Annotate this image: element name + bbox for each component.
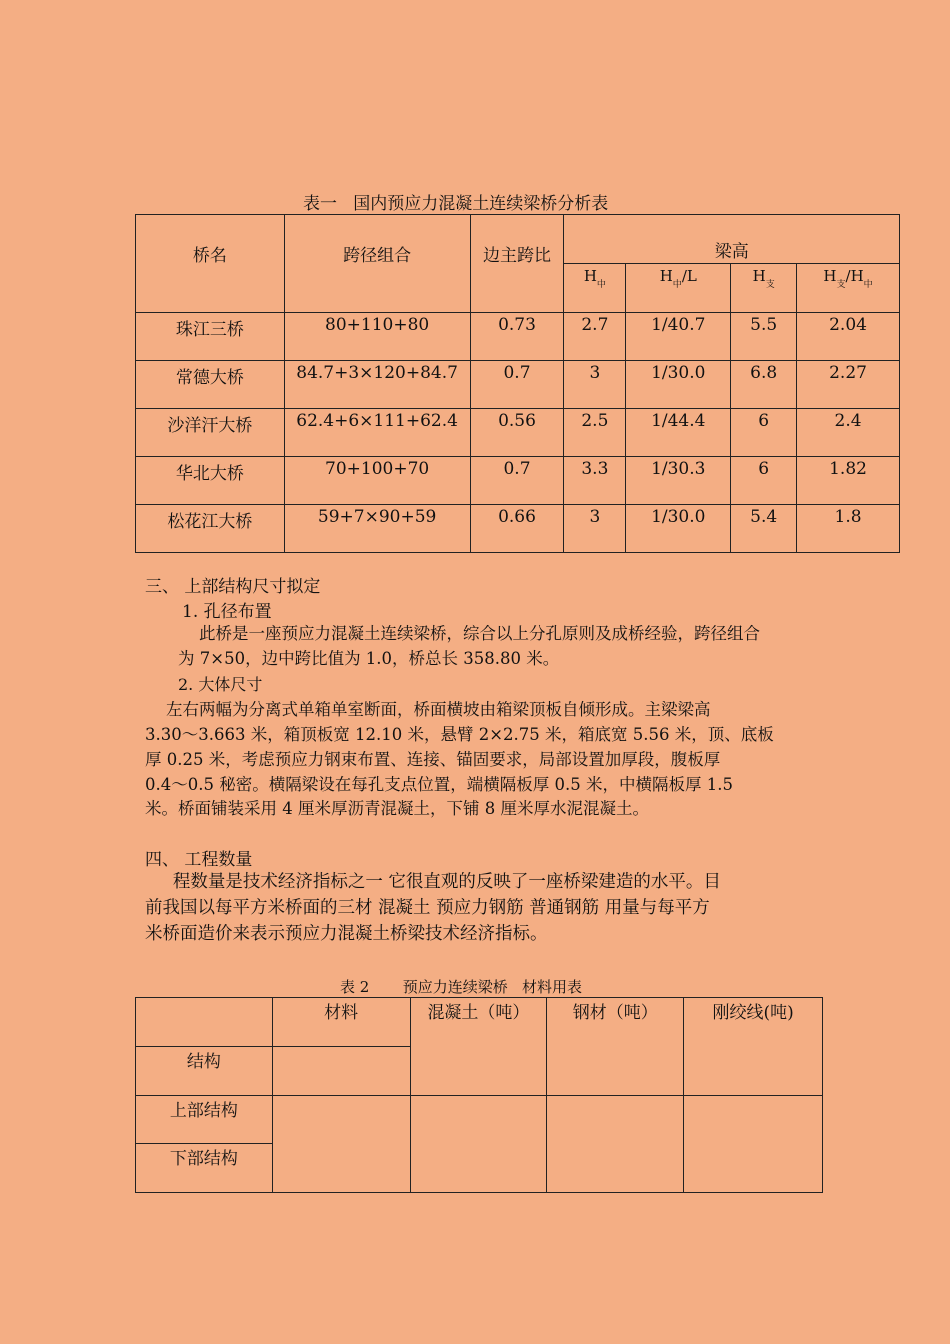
table1-caption: 表一 国内预应力混凝土连续梁桥分析表	[303, 194, 609, 214]
cell-ratio: 0.66	[470, 505, 564, 553]
empty-cell	[272, 1047, 410, 1096]
empty-cell	[547, 1096, 684, 1193]
cell-span: 70+100+70	[284, 457, 470, 505]
cell-h-sup: 6.8	[731, 361, 797, 409]
cell-h-mid-l: 1/30.3	[626, 457, 731, 505]
cell-h-sup: 5.4	[731, 505, 797, 553]
empty-cell	[684, 1096, 823, 1193]
header-h-sup: $H_支$	[731, 264, 797, 313]
cell-name: 华北大桥	[136, 457, 285, 505]
material-table	[135, 997, 823, 1193]
table-row	[136, 505, 900, 553]
cell-span: 84.7+3×120+84.7	[284, 361, 470, 409]
table-row	[136, 409, 900, 457]
cell-h-sup-h: 2.27	[797, 361, 900, 409]
cell-name: 沙洋汗大桥	[136, 409, 285, 457]
section4-para-line2: 前我国以每平方米桥面的三材 混凝土 预应力钢筋 普通钢筋 用量与每平方	[145, 898, 710, 918]
cell-h-mid-l: 1/30.0	[626, 361, 731, 409]
header-span: 跨径组合	[284, 215, 470, 313]
table-row	[136, 361, 900, 409]
cell-h-mid: 3	[564, 505, 626, 553]
cell-ratio: 0.7	[470, 457, 564, 505]
cell-span: 59+7×90+59	[284, 505, 470, 553]
section3-para2-line3: 厚 0.25 米，考虑预应力钢束布置、连接、锚固要求，局部设置加厚段，腹板厚	[145, 750, 721, 769]
cell-h-mid-l: 1/44.4	[626, 409, 731, 457]
cell-h-sup: 5.5	[731, 313, 797, 361]
bridge-analysis-table	[135, 214, 900, 553]
section4-title: 四、 工程数量	[145, 850, 253, 870]
header-beam-height: 梁高	[564, 215, 900, 264]
section4-para-line3: 米桥面造价来表示预应力混凝土桥梁技术经济指标。	[145, 924, 548, 944]
row-lower: 下部结构	[136, 1144, 273, 1193]
cell-span: 62.4+6×111+62.4	[284, 409, 470, 457]
cell-h-sup: 6	[731, 457, 797, 505]
header-h-mid-l: $H_中/L$	[626, 264, 731, 313]
cell-name: 常德大桥	[136, 361, 285, 409]
cell-h-sup: 6	[731, 409, 797, 457]
table-row	[136, 457, 900, 505]
cell-name: 珠江三桥	[136, 313, 285, 361]
section3-sub1: 1. 孔径布置	[182, 602, 272, 622]
section3-para2-line2: 3.30～3.663 米，箱顶板宽 12.10 米，悬臂 2×2.75 米，箱底宽 5.56 米，顶、底板	[145, 725, 774, 744]
section3-para1-line2: 为 7×50，边中跨比值为 1.0，桥总长 358.80 米。	[178, 649, 560, 668]
header-structure: 结构	[136, 1047, 273, 1096]
table-row	[136, 313, 900, 361]
cell-h-mid: 3.3	[564, 457, 626, 505]
header-bridge-name: 桥名	[136, 215, 285, 313]
section3-para2-line1: 左右两幅为分离式单箱单室断面，桥面横坡由箱梁顶板自倾形成。主梁梁高	[145, 700, 711, 719]
cell-h-sup-h: 2.4	[797, 409, 900, 457]
corner-cell	[136, 998, 273, 1047]
cell-name: 松花江大桥	[136, 505, 285, 553]
cell-h-sup-h: 1.82	[797, 457, 900, 505]
section3-para1-line1: 此桥是一座预应力混凝土连续梁桥，综合以上分孔原则及成桥经验，跨径组合	[178, 624, 760, 643]
empty-cell	[410, 1096, 547, 1193]
cell-span: 80+110+80	[284, 313, 470, 361]
cell-h-mid-l: 1/30.0	[626, 505, 731, 553]
section3-title: 三、 上部结构尺寸拟定	[145, 577, 321, 597]
header-steel: 钢材（吨）	[547, 998, 684, 1096]
header-h-sup-h: $H_支/H_中$	[797, 264, 900, 313]
cell-h-mid: 2.5	[564, 409, 626, 457]
section4-para-line1: 程数量是技术经济指标之一 它很直观的反映了一座桥梁建造的水平。目	[145, 872, 721, 892]
header-strand: 刚绞线(吨)	[684, 998, 823, 1096]
cell-ratio: 0.73	[470, 313, 564, 361]
cell-h-mid: 3	[564, 361, 626, 409]
cell-h-sup-h: 2.04	[797, 313, 900, 361]
cell-ratio: 0.56	[470, 409, 564, 457]
cell-ratio: 0.7	[470, 361, 564, 409]
section3-para2-line5: 米。桥面铺装采用 4 厘米厚沥青混凝土，下铺 8 厘米厚水泥混凝土。	[145, 799, 649, 818]
empty-cell	[272, 1096, 410, 1193]
header-ratio: 边主跨比	[470, 215, 564, 313]
header-h-mid: $H_中$	[564, 264, 626, 313]
section3-para2-line4: 0.4～0.5 秘密。横隔梁设在每孔支点位置，端横隔板厚 0.5 米，中横隔板厚 1.5	[145, 775, 733, 794]
header-material: 材料	[272, 998, 410, 1047]
section3-sub2: 2. 大体尺寸	[178, 675, 263, 694]
header-concrete: 混凝土（吨）	[410, 998, 547, 1096]
cell-h-mid-l: 1/40.7	[626, 313, 731, 361]
cell-h-sup-h: 1.8	[797, 505, 900, 553]
table2-caption: 表 2 预应力连续梁桥 材料用表	[340, 978, 582, 996]
row-upper: 上部结构	[136, 1096, 273, 1144]
cell-h-mid: 2.7	[564, 313, 626, 361]
